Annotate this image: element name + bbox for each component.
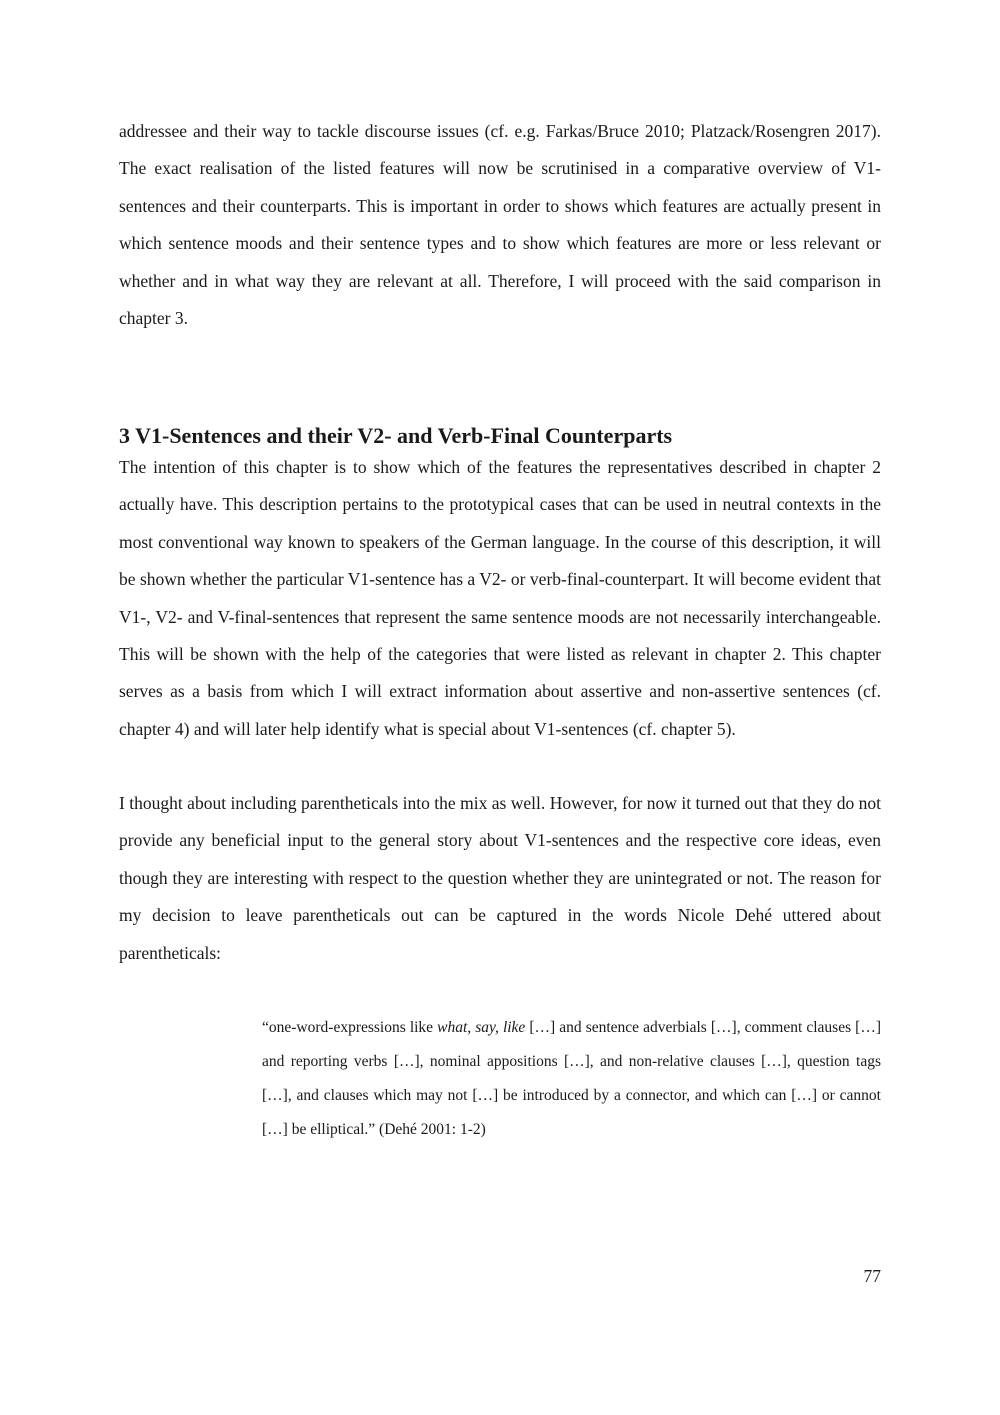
block-quote — [262, 1011, 881, 1147]
page-number: 77 — [863, 1266, 881, 1286]
body-paragraph-parentheticals: I thought about including parentheticals into the mix as well. However, for now it turned out that they do not provide any beneficial input to the general story about V1-sentences and the respective core ideas, even though they are interesting with respect to the question whether they are unintegrated or not. The reason for my decision to leave parentheticals out can be captured in the words Nicole Dehé uttered about parentheticals: — [119, 793, 881, 963]
quote-italic-terms: what, say, like — [437, 1019, 526, 1036]
quote-text-end: […] and sentence adverbials […], comment clauses […] and reporting verbs […], nominal appositions […], and non-relative clauses […], question tags […], and clauses which may not […] be introduced by a connector, and which can […] or cannot […] be elliptical.” (Dehé 2001: 1-2) — [262, 1019, 882, 1138]
body-paragraph-continued: addressee and their way to tackle discourse issues (cf. e.g. Farkas/Bruce 2010; Platzack/Rosengren 2017). The exact realisation of the listed features will now be scrutinised in a comparative overview of V1-sentences and their counterparts. This is important in order to shows which features are actually present in which sentence moods and their sentence types and to show which features are more or less relevant or whether and in what way they are relevant at all. Therefore, I will proceed with the said comparison in chapter 3. — [119, 121, 881, 329]
section-heading: 3 V1-Sentences and their V2- and Verb-Final Counterparts — [119, 423, 673, 448]
body-paragraph-chapter-intro: The intention of this chapter is to show which of the features the representatives described in chapter 2 actually have. This description pertains to the prototypical cases that can be used in neutral contexts in the most conventional way known to speakers of the German language. In the course of this description, it will be shown whether the particular V1-sentence has a V2- or verb-final-counterpart. It will become evident that V1-, V2- and V-final-sentences that represent the same sentence moods are not necessarily interchangeable. This will be shown with the help of the categories that were listed as relevant in chapter 2. This chapter serves as a basis from which I will extract information about assertive and non-assertive sentences (cf. chapter 4) and will later help identify what is special about V1-sentences (cf. chapter 5). — [119, 457, 881, 739]
quote-text-start: “one-word-expressions like — [262, 1019, 438, 1036]
